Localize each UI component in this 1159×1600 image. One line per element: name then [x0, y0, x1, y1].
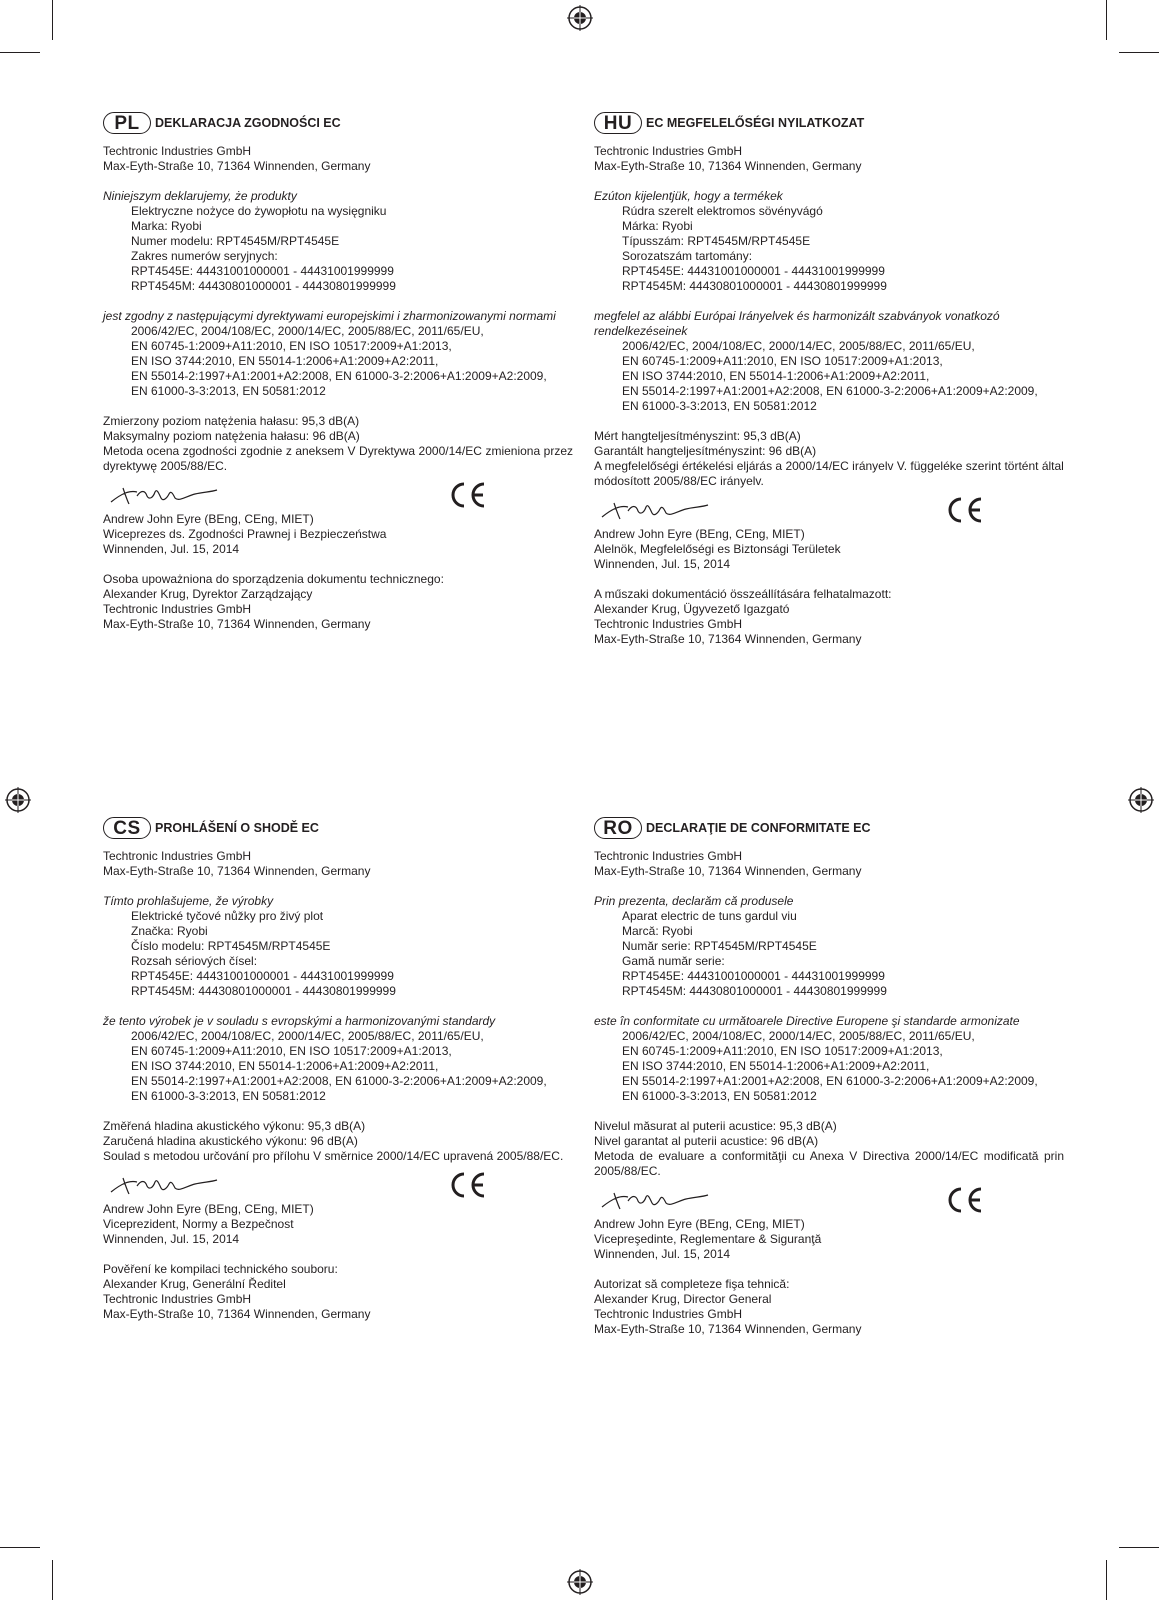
signer-role: Alelnök, Megfelelőségi es Biztonsági Területek	[594, 542, 841, 556]
signer-role: Viceprezident, Normy a Bezpečnost	[103, 1217, 294, 1231]
product-line: Rúdra szerelt elektromos sövényvágó	[622, 204, 823, 218]
product-line: Marcă: Ryobi	[622, 924, 693, 938]
standards-line: EN ISO 3744:2010, EN 55014-1:2006+A1:2009+A2:2011,	[131, 354, 439, 368]
declaration-cs	[103, 815, 573, 1322]
intro-text: Ezúton kijelentjük, hogy a termékek	[594, 189, 783, 203]
noise-guaranteed: Nivel garantat al puterii acustice: 96 dB(A)	[594, 1134, 819, 1148]
product-line: Rozsah sériových čísel:	[131, 954, 258, 968]
authorized-line: Alexander Krug, Director General	[594, 1292, 772, 1306]
signature-icon	[598, 495, 713, 523]
product-line: RPT4545M: 44430801000001 - 44430801999999	[622, 984, 887, 998]
noise-measured: Mért hangteljesítményszint: 95,3 dB(A)	[594, 429, 801, 443]
company-address: Max-Eyth-Straße 10, 71364 Winnenden, Germany	[594, 159, 862, 173]
company-name: Techtronic Industries GmbH	[103, 144, 252, 158]
signature-icon	[598, 1185, 713, 1213]
crop-mark	[0, 52, 40, 53]
declaration-ro	[594, 815, 1064, 1337]
section-title: PROHLÁŠENÍ O SHODĚ EC	[155, 820, 319, 835]
standards-line: EN 61000-3-3:2013, EN 50581:2012	[131, 1089, 326, 1103]
standards-line: EN 55014-2:1997+A1:2001+A2:2008, EN 61000-3-2:2006+A1:2009+A2:2009,	[622, 384, 1038, 398]
standards-line: EN ISO 3744:2010, EN 55014-1:2006+A1:2009+A2:2011,	[131, 1059, 439, 1073]
crop-mark	[52, 0, 53, 40]
authorized-line: Max-Eyth-Straße 10, 71364 Winnenden, Germany	[594, 1322, 862, 1336]
signer-name: Andrew John Eyre (BEng, CEng, MIET)	[103, 512, 314, 526]
signer-name: Andrew John Eyre (BEng, CEng, MIET)	[103, 1202, 314, 1216]
noise-measured: Zmierzony poziom natężenia hałasu: 95,3 dB(A)	[103, 414, 360, 428]
intro-text: Tímto prohlašujeme, že výrobky	[103, 894, 274, 908]
product-line: Značka: Ryobi	[131, 924, 208, 938]
authorized-line: Alexander Krug, Generální Ředitel	[103, 1277, 286, 1291]
standards-line: 2006/42/EC, 2004/108/EC, 2000/14/EC, 2005/88/EC, 2011/65/EU,	[622, 339, 975, 353]
method-text: Metoda ocena zgodności zgodnie z aneksem V Dyrektywa 2000/14/EC zmieniona przez dyrektywę 2005/88/EC.	[103, 444, 573, 473]
product-line: RPT4545M: 44430801000001 - 44430801999999	[622, 279, 887, 293]
language-badge: CS	[103, 817, 151, 839]
product-line: Márka: Ryobi	[622, 219, 693, 233]
company-address: Max-Eyth-Straße 10, 71364 Winnenden, Germany	[103, 159, 371, 173]
authorized-line: Autorizat să completeze fişa tehnică:	[594, 1277, 790, 1291]
crop-mark	[1119, 52, 1159, 53]
standards-line: EN 61000-3-3:2013, EN 50581:2012	[131, 384, 326, 398]
section-title: DECLARAŢIE DE CONFORMITATE EC	[646, 820, 871, 835]
signature-icon	[107, 1170, 222, 1198]
noise-guaranteed: Garantált hangteljesítményszint: 96 dB(A)	[594, 444, 817, 458]
method-text: A megfelelőségi értékelési eljárás a 2000/14/EC irányelv V. függeléke szerint történt által módosított 2005/88/EC irányelv.	[594, 459, 1064, 488]
signer-date: Winnenden, Jul. 15, 2014	[594, 1247, 731, 1261]
section-heading	[103, 815, 573, 841]
company-address: Max-Eyth-Straße 10, 71364 Winnenden, Germany	[594, 864, 862, 878]
authorized-line: Techtronic Industries GmbH	[594, 617, 743, 631]
section-title: EC MEGFELELŐSÉGI NYILATKOZAT	[646, 115, 865, 130]
signature-icon	[107, 480, 222, 508]
product-line: Gamă număr serie:	[622, 954, 725, 968]
ce-mark-icon	[447, 480, 487, 510]
product-line: Elektryczne nożyce do żywopłotu na wysięgniku	[131, 204, 387, 218]
product-line: RPT4545M: 44430801000001 - 44430801999999	[131, 984, 396, 998]
product-line: Elektrické tyčové nůžky pro živý plot	[131, 909, 324, 923]
product-line: Číslo modelu: RPT4545M/RPT4545E	[131, 939, 331, 953]
declaration-pl	[103, 110, 573, 632]
registration-mark-icon	[567, 1569, 593, 1595]
ce-mark-icon	[447, 1170, 487, 1200]
authorized-line: Techtronic Industries GmbH	[594, 1307, 743, 1321]
signer-name: Andrew John Eyre (BEng, CEng, MIET)	[594, 1217, 805, 1231]
method-text: Soulad s metodou určování pro přílohu V směrnice 2000/14/EC upravená 2005/88/EC.	[103, 1149, 564, 1163]
authorized-line: Max-Eyth-Straße 10, 71364 Winnenden, Germany	[594, 632, 862, 646]
standards-line: 2006/42/EC, 2004/108/EC, 2000/14/EC, 2005/88/EC, 2011/65/EU,	[131, 324, 484, 338]
registration-mark-icon	[5, 787, 31, 813]
standards-line: EN 60745-1:2009+A11:2010, EN ISO 10517:2009+A1:2013,	[131, 1044, 452, 1058]
declaration-hu	[594, 110, 1064, 647]
standards-line: EN 60745-1:2009+A11:2010, EN ISO 10517:2009+A1:2013,	[131, 339, 452, 353]
signer-role: Wiceprezes ds. Zgodności Prawnej i Bezpieczeństwa	[103, 527, 387, 541]
method-text: Metoda de evaluare a conformităţii cu Anexa V Directiva 2000/14/EC modificată prin 2005/88/EC.	[594, 1149, 1064, 1178]
crop-mark	[0, 1547, 40, 1548]
language-badge: RO	[594, 817, 642, 839]
authorized-line: Osoba upoważniona do sporządzenia dokumentu technicznego:	[103, 572, 444, 586]
section-heading	[594, 815, 1064, 841]
noise-guaranteed: Maksymalny poziom natężenia hałasu: 96 dB(A)	[103, 429, 360, 443]
product-line: Sorozatszám tartomány:	[622, 249, 753, 263]
company-name: Techtronic Industries GmbH	[103, 849, 252, 863]
standards-line: EN 61000-3-3:2013, EN 50581:2012	[622, 399, 817, 413]
authorized-line: Techtronic Industries GmbH	[103, 602, 252, 616]
language-badge: HU	[594, 112, 642, 134]
product-line: Típusszám: RPT4545M/RPT4545E	[622, 234, 811, 248]
authorized-line: Techtronic Industries GmbH	[103, 1292, 252, 1306]
product-line: RPT4545M: 44430801000001 - 44430801999999	[131, 279, 396, 293]
authorized-line: A műszaki dokumentáció összeállítására felhatalmazott:	[594, 587, 892, 601]
company-name: Techtronic Industries GmbH	[594, 144, 743, 158]
product-line: Aparat electric de tuns gardul viu	[622, 909, 797, 923]
crop-mark	[1106, 1560, 1107, 1600]
product-line: Marka: Ryobi	[131, 219, 202, 233]
ce-mark-icon	[944, 1185, 984, 1215]
authorized-line: Pověření ke kompilaci technického souboru:	[103, 1262, 338, 1276]
ce-mark-icon	[944, 495, 984, 525]
crop-mark	[52, 1560, 53, 1600]
conformity-text: že tento výrobek je v souladu s evropskými a harmonizovanými standardy	[103, 1014, 496, 1028]
product-line: RPT4545E: 44431001000001 - 44431001999999	[131, 969, 394, 983]
product-line: Zakres numerów seryjnych:	[131, 249, 278, 263]
crop-mark	[1106, 0, 1107, 40]
standards-line: 2006/42/EC, 2004/108/EC, 2000/14/EC, 2005/88/EC, 2011/65/EU,	[131, 1029, 484, 1043]
conformity-text: jest zgodny z następującymi dyrektywami europejskimi i zharmonizowanymi normami	[103, 309, 556, 323]
standards-line: EN ISO 3744:2010, EN 55014-1:2006+A1:2009+A2:2011,	[622, 369, 930, 383]
product-line: Număr serie: RPT4545M/RPT4545E	[622, 939, 817, 953]
standards-line: EN ISO 3744:2010, EN 55014-1:2006+A1:2009+A2:2011,	[622, 1059, 930, 1073]
standards-line: 2006/42/EC, 2004/108/EC, 2000/14/EC, 2005/88/EC, 2011/65/EU,	[622, 1029, 975, 1043]
registration-mark-icon	[1128, 787, 1154, 813]
noise-measured: Změřená hladina akustického výkonu: 95,3 dB(A)	[103, 1119, 366, 1133]
signer-name: Andrew John Eyre (BEng, CEng, MIET)	[594, 527, 805, 541]
authorized-line: Max-Eyth-Straße 10, 71364 Winnenden, Germany	[103, 1307, 371, 1321]
standards-line: EN 55014-2:1997+A1:2001+A2:2008, EN 61000-3-2:2006+A1:2009+A2:2009,	[131, 369, 547, 383]
language-badge: PL	[103, 112, 151, 134]
product-line: RPT4545E: 44431001000001 - 44431001999999	[622, 264, 885, 278]
authorized-line: Alexander Krug, Dyrektor Zarządzający	[103, 587, 313, 601]
standards-line: EN 60745-1:2009+A11:2010, EN ISO 10517:2009+A1:2013,	[622, 1044, 943, 1058]
authorized-line: Max-Eyth-Straße 10, 71364 Winnenden, Germany	[103, 617, 371, 631]
section-title: DEKLARACJA ZGODNOŚCI EC	[155, 115, 341, 130]
section-heading	[103, 110, 573, 136]
noise-guaranteed: Zaručená hladina akustického výkonu: 96 dB(A)	[103, 1134, 358, 1148]
company-name: Techtronic Industries GmbH	[594, 849, 743, 863]
crop-mark	[1119, 1547, 1159, 1548]
conformity-text: este în conformitate cu următoarele Directive Europene şi standarde armonizate	[594, 1014, 1020, 1028]
signer-role: Vicepreşedinte, Reglementare & Siguranţă	[594, 1232, 822, 1246]
product-line: RPT4545E: 44431001000001 - 44431001999999	[131, 264, 394, 278]
standards-line: EN 61000-3-3:2013, EN 50581:2012	[622, 1089, 817, 1103]
standards-line: EN 55014-2:1997+A1:2001+A2:2008, EN 61000-3-2:2006+A1:2009+A2:2009,	[622, 1074, 1038, 1088]
signer-date: Winnenden, Jul. 15, 2014	[103, 542, 240, 556]
intro-text: Prin prezenta, declarăm că produsele	[594, 894, 794, 908]
registration-mark-icon	[567, 5, 593, 31]
product-line: RPT4545E: 44431001000001 - 44431001999999	[622, 969, 885, 983]
company-address: Max-Eyth-Straße 10, 71364 Winnenden, Germany	[103, 864, 371, 878]
intro-text: Niniejszym deklarujemy, że produkty	[103, 189, 297, 203]
conformity-text: megfelel az alábbi Európai Irányelvek és harmonizált szabványok vonatkozó rendelkezéseinek	[594, 309, 1000, 338]
signer-date: Winnenden, Jul. 15, 2014	[594, 557, 731, 571]
noise-measured: Nivelul măsurat al puterii acustice: 95,3 dB(A)	[594, 1119, 837, 1133]
authorized-line: Alexander Krug, Ügyvezető Igazgató	[594, 602, 790, 616]
product-line: Numer modelu: RPT4545M/RPT4545E	[131, 234, 340, 248]
standards-line: EN 60745-1:2009+A11:2010, EN ISO 10517:2009+A1:2013,	[622, 354, 943, 368]
section-heading	[594, 110, 1064, 136]
signer-date: Winnenden, Jul. 15, 2014	[103, 1232, 240, 1246]
standards-line: EN 55014-2:1997+A1:2001+A2:2008, EN 61000-3-2:2006+A1:2009+A2:2009,	[131, 1074, 547, 1088]
